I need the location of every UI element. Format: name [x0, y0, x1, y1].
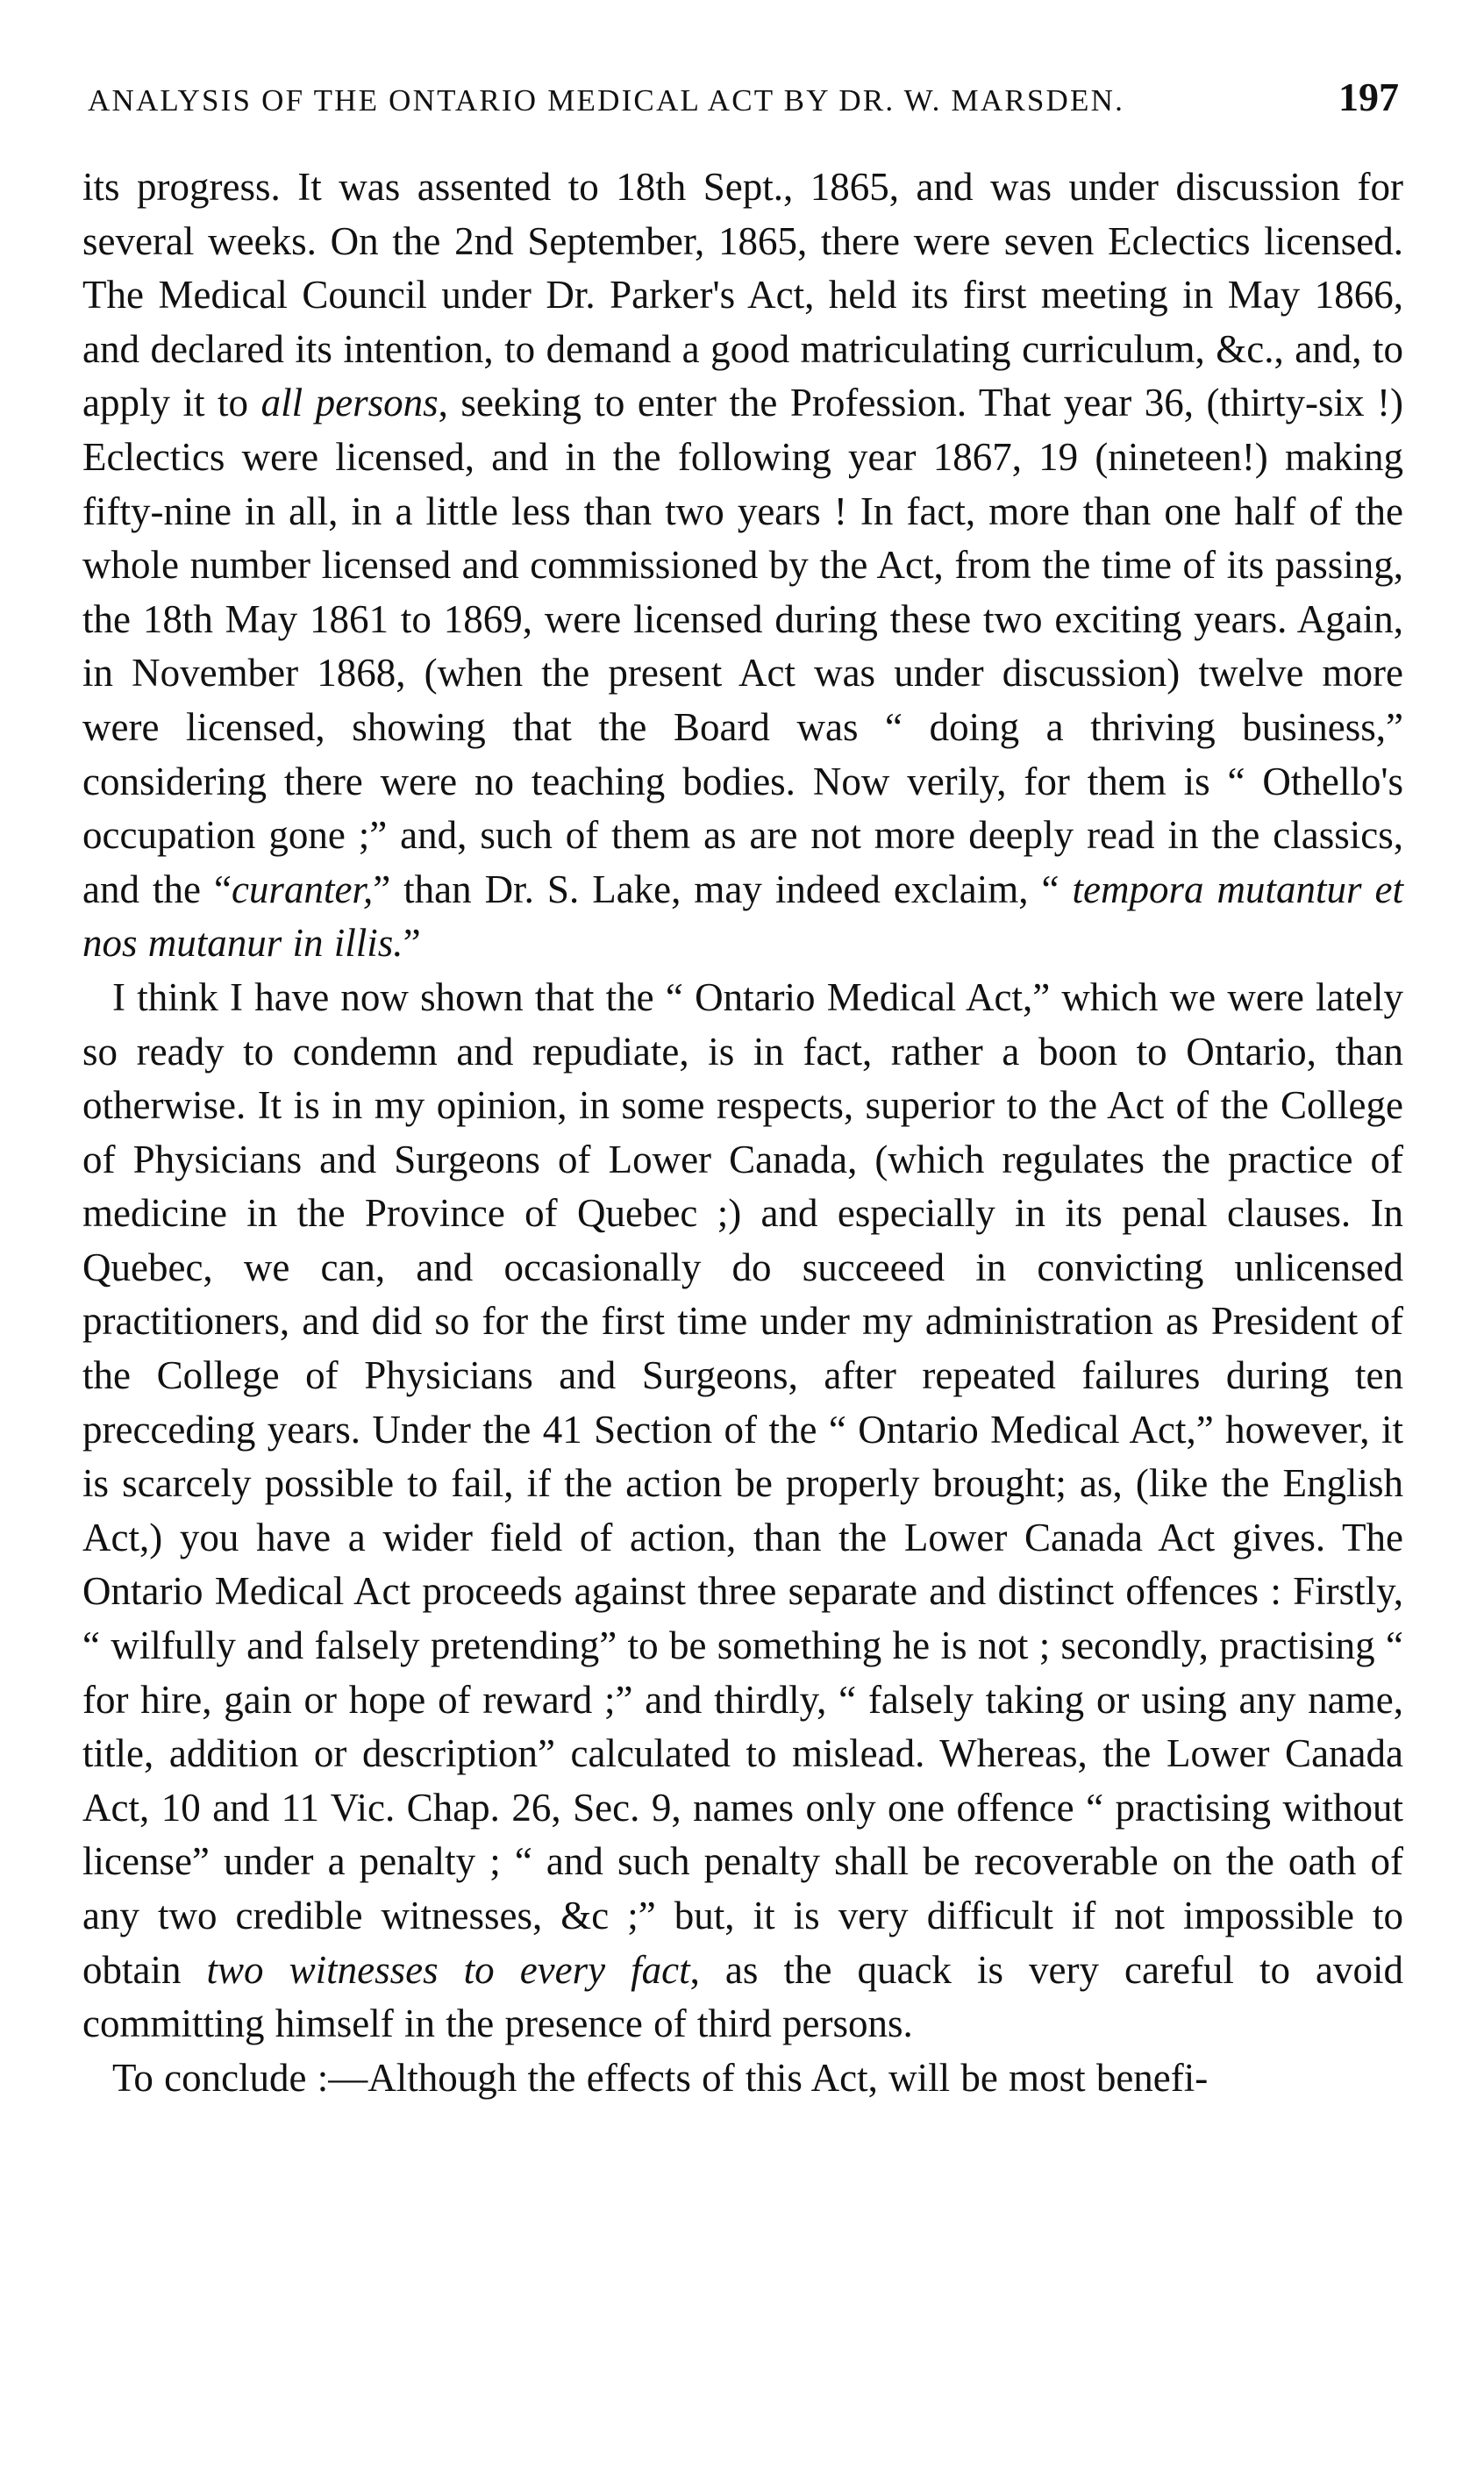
paragraph-2 — [82, 971, 1403, 2051]
text-segment: ” than Dr. S. Lake, may indeed exclaim, “ — [373, 867, 1073, 911]
text-segment: I think I have now shown that the “ Ontario Medical Act,” which we were lately so ready to condemn and repudiate, is in fact, rather a boon to Ontario, than otherwise. It is in my opinion, in some respects, superior to the Act of the College of Physicians and Surgeons of Lower Canada, (which regulates the practice of medicine in the Province of Quebec ;) and especially in its penal clauses. In Quebec, we can, and occasionally do succeeed in convicting unlicensed practitioners, and did so for the first time under my administration as President of the College of Physicians and Surgeons, after repeated failures during ten precceding years. Under the 41 Section of the “ Ontario Medical Act,” however, it is scarcely possible to fail, if the action be properly brought; as, (like the English Act,) you have a wider field of action, than the Lower Canada Act gives. The Ontario Medical Act proceeds against three separate and distinct offences : Firstly, “ wilfully and falsely pretending” to be something he is not ; secondly, practising “ for hire, gain or hope of reward ;” and thirdly, “ falsely taking or using any name, title, addition or description” calculated to mislead. Whereas, the Lower Canada Act, 10 and 11 Vic. Chap. 26, Sec. 9, names only one offence “ practising without license” under a penalty ; “ and such penalty shall be recoverable on the oath of any two credible witnesses, &c ;” but, it is very difficult if not impossible to obtain — [82, 974, 1403, 1992]
page-number: 197 — [1338, 75, 1399, 119]
running-title: ANALYSIS OF THE ONTARIO MEDICAL ACT BY DR. W. MARSDEN. — [88, 83, 1125, 118]
italic-text-segment: two witnesses to every fact — [206, 1947, 690, 1992]
italic-text-segment: curanter, — [231, 867, 374, 911]
paragraph-3 — [82, 2051, 1403, 2106]
paragraph-1 — [82, 161, 1403, 971]
text-segment: ” — [403, 921, 421, 966]
italic-text-segment: all persons — [260, 381, 439, 425]
italic-latin-quote: tempora mutantur et nos mutanur in illis. — [82, 867, 1404, 966]
body-text — [82, 161, 1403, 2105]
text-segment: , seeking to enter the Profession. That year 36, (thirty-six !) Eclectics were licensed, and in the following year 1867, 19 (nineteen!) making fifty-nine in all, in a little less than two years ! In fact, more than one half of the whole number licensed and commissioned by the Act, from the time of its passing, the 18th May 1861 to 1869, were licensed during these two exciting years. Again, in November 1868, (when the present Act was under discussion) twelve more were licensed, showing that the Board was “ doing a thriving business,” considering there were no teaching bodies. Now verily, for them is “ Othello's occupation gone ;” and, such of them as are not more deeply read in the classics, and the “ — [82, 381, 1404, 911]
text-segment: To conclude :—Although the effects of this Act, will be most benefi- — [112, 2055, 1209, 2100]
running-header — [88, 74, 1399, 130]
text-segment: , as the quack is very careful to avoid committing himself in the presence of third persons. — [82, 1947, 1403, 2046]
text-segment: its progress. It was assented to 18th Sept., 1865, and was under discussion for several weeks. On the 2nd September, 1865, there were seven Eclectics licensed. The Medical Council under Dr. Parker's Act, held its first meeting in May 1866, and declared its intention, to demand a good matriculating curriculum, &c., and, to apply it to — [82, 165, 1403, 425]
